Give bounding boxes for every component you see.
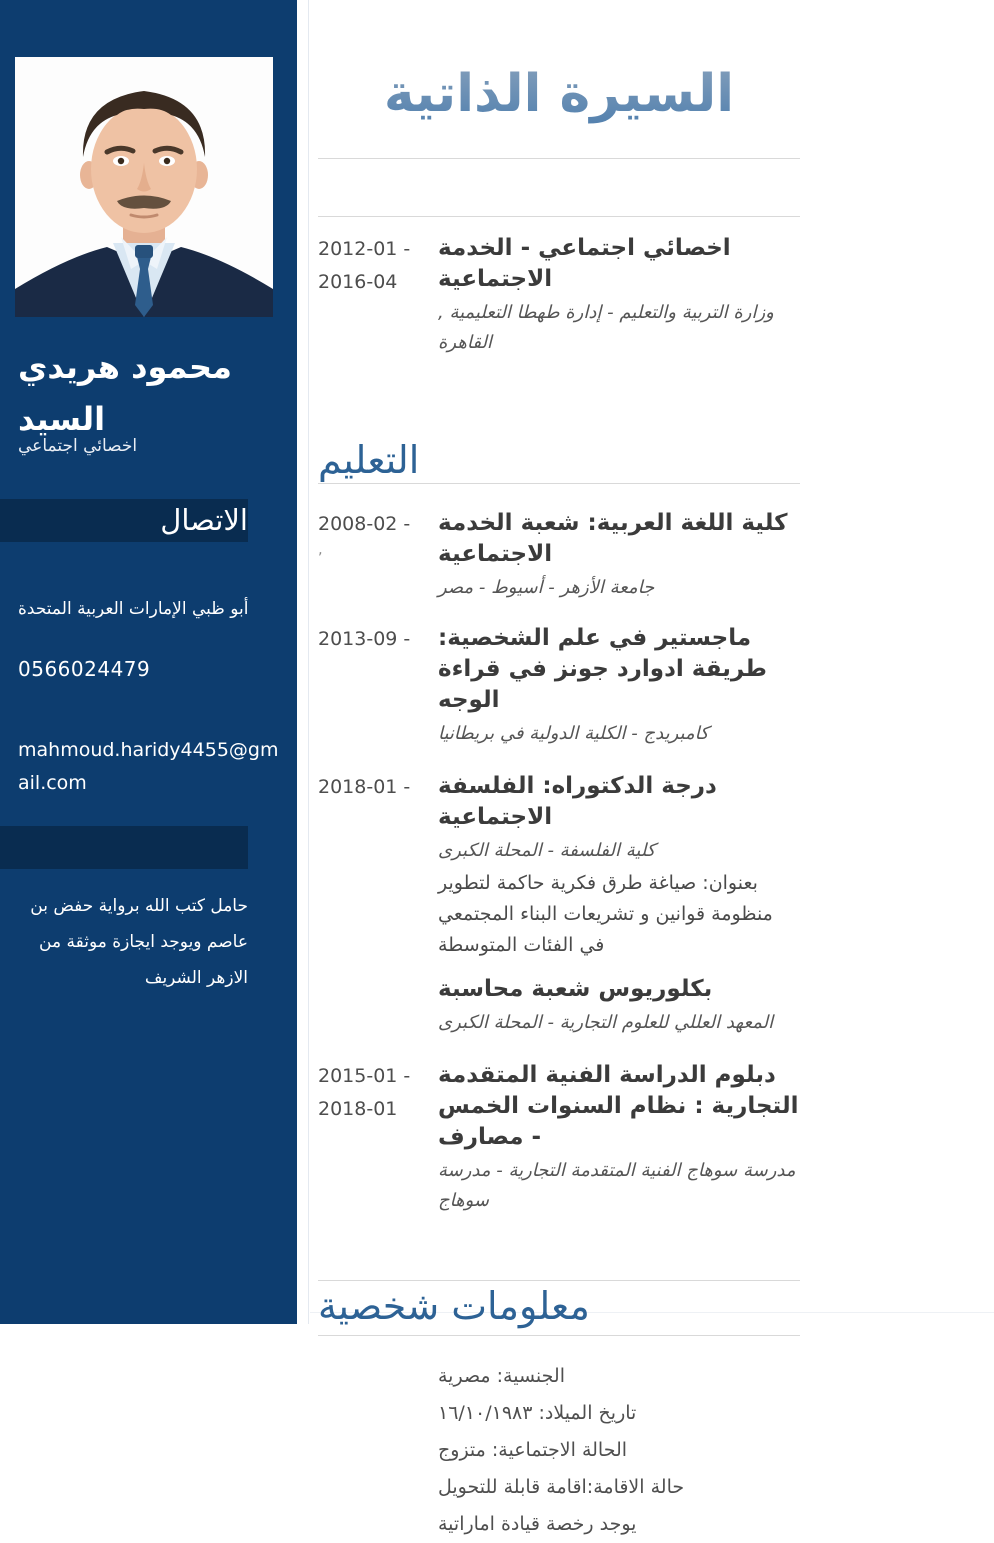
entry-title: ماجستير في علم الشخصية: طريقة ادوارد جونز في قراءة الوجه — [438, 625, 767, 713]
experience-section — [318, 217, 800, 358]
date-from: 2013-09 - — [318, 628, 411, 650]
contact-phone: 0566024479 — [18, 657, 151, 681]
entry-title: دبلوم الدراسة الفنية المتقدمة التجارية : نظام السنوات الخمس - مصارف — [438, 1062, 799, 1150]
entry-dates — [318, 233, 438, 358]
education-entry — [318, 1038, 800, 1216]
education-entry — [318, 484, 800, 603]
entry-title: اخصائي اجتماعي - الخدمة الاجتماعية — [438, 235, 731, 292]
personal-item-residency: حالة الاقامة:اقامة قابلة للتحويل — [438, 1476, 685, 1498]
entry-organization: المعهد العللي للعلوم التجارية - المحلة الكبرى — [438, 1012, 774, 1033]
entry-title: بكلوريوس شعبة محاسبة — [438, 976, 713, 1002]
entry-dates — [318, 1060, 438, 1216]
education-section-heading: التعليم — [318, 438, 420, 482]
quran-certification-note: حامل كتب الله برواية حفض بن عاصم ويوجد ايجازة موثقة من الازهر الشريف — [30, 896, 248, 988]
entry-organization: مدرسة سوهاج الفنية المتقدمة التجارية - مدرسة سوهاج — [438, 1160, 796, 1211]
education-section — [318, 484, 800, 1216]
entry-organization: كلية الفلسفة - المحلة الكبرى — [438, 840, 656, 861]
education-entry — [318, 961, 800, 1038]
sidebar — [0, 0, 297, 1324]
personal-info-section — [318, 1336, 800, 1543]
entry-organization: جامعة الأزهر - أسيوط - مصر — [438, 577, 655, 598]
date-to: 2016-04 — [318, 271, 398, 293]
personal-item-marital-status: الحالة الاجتماعية: متزوج — [438, 1439, 628, 1461]
entry-dates — [318, 974, 438, 1038]
date-to: 2018-01 — [318, 1098, 398, 1120]
personal-item-nationality: الجنسية: مصرية — [438, 1365, 565, 1387]
cv-content — [297, 0, 994, 1543]
date-fragment: ‚ — [318, 542, 323, 558]
experience-entry — [318, 217, 800, 358]
portrait-illustration — [15, 57, 273, 317]
entry-description: بعنوان: صياغة طرق فكرية حاكمة لتطوير منظومة قوانين و تشريعات البناء المجتمعي في الفئات المتوسطة — [438, 872, 773, 956]
entry-dates — [318, 771, 438, 961]
candidate-name: محمود هريدي السيد — [18, 348, 232, 439]
entry-title: درجة الدكتوراه: الفلسفة الاجتماعية — [438, 773, 717, 830]
profile-photo — [15, 57, 273, 317]
entry-organization: كامبريدج - الكلية الدولية في بريطانيا — [438, 723, 709, 744]
personal-section-heading: معلومات شخصية — [318, 1284, 590, 1328]
empty-section-band — [0, 826, 248, 869]
education-entry — [318, 603, 800, 749]
date-from: 2015-01 - — [318, 1065, 411, 1087]
candidate-job-title: اخصائي اجتماعي — [18, 436, 138, 456]
personal-item-birthdate: تاريخ الميلاد: ١٦/١٠/١٩٨٣ — [438, 1402, 637, 1424]
contact-location: أبو ظبي الإمارات العربية المتحدة — [18, 599, 249, 619]
personal-item-driving-license: يوجد رخصة قيادة اماراتية — [438, 1513, 637, 1535]
education-entry — [318, 749, 800, 961]
divider — [318, 1280, 800, 1281]
entry-dates — [318, 623, 438, 749]
date-from: 2018-01 - — [318, 776, 411, 798]
contact-email: mahmoud.haridy4455@gmail.com — [18, 739, 279, 794]
contact-section-heading: الاتصال — [0, 499, 248, 542]
date-from: 2008-02 - — [318, 513, 411, 535]
entry-title: كلية اللغة العربية: شعبة الخدمة الاجتماعية — [438, 510, 788, 567]
document-title: السيرة الذاتية — [318, 0, 800, 142]
entry-dates — [318, 508, 438, 603]
divider — [318, 158, 800, 159]
entry-organization: وزارة التربية والتعليم - إدارة طهطا التعليمية , القاهرة — [438, 302, 774, 353]
date-from: 2012-01 - — [318, 238, 411, 260]
